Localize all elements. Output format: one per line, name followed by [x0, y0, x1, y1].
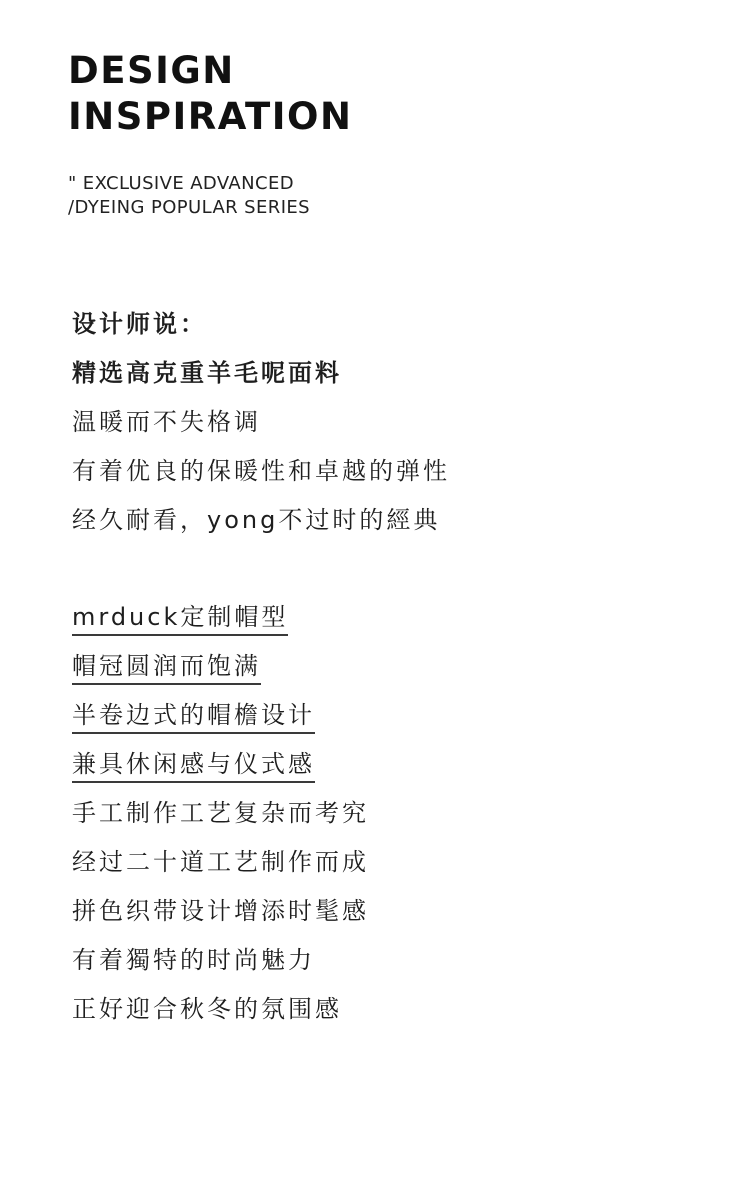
designer-notes — [72, 300, 450, 545]
feature-notes — [72, 593, 369, 1034]
subtitle-line-1: " EXCLUSIVE ADVANCED — [68, 173, 295, 194]
designer-note-line: 温暖而不失格调 — [72, 408, 261, 436]
feature-line: 正好迎合秋冬的氛围感 — [72, 995, 342, 1023]
feature-underlined-text: mrduck定制帽型 — [72, 602, 288, 636]
feature-line: 有着獨特的时尚魅力 — [72, 946, 315, 974]
feature-line: 经过二十道工艺制作而成 — [72, 848, 369, 876]
feature-underlined-text: 半卷边式的帽檐设计 — [72, 700, 315, 734]
feature-line: 拼色织带设计增添时髦感 — [72, 897, 369, 925]
page-title — [68, 48, 352, 140]
feature-line-underlined — [72, 642, 369, 691]
feature-underlined-text: 帽冠圆润而饱满 — [72, 651, 261, 685]
subtitle-line-2: /DYEING POPULAR SERIES — [68, 197, 311, 218]
designer-note-line: 精选高克重羊毛呢面料 — [72, 359, 342, 387]
feature-line-underlined — [72, 593, 369, 642]
title-line-1: DESIGN — [68, 49, 235, 92]
feature-line-underlined — [72, 740, 369, 789]
page-subtitle — [68, 172, 310, 220]
title-line-2: INSPIRATION — [68, 95, 353, 138]
feature-underlined-text: 兼具休闲感与仪式感 — [72, 749, 315, 783]
designer-note-line: 经久耐看，yong不过时的經典 — [72, 506, 441, 534]
designer-heading: 设计师说： — [72, 310, 207, 338]
feature-line: 手工制作工艺复杂而考究 — [72, 799, 369, 827]
feature-line-underlined — [72, 691, 369, 740]
designer-note-line: 有着优良的保暖性和卓越的弹性 — [72, 457, 450, 485]
